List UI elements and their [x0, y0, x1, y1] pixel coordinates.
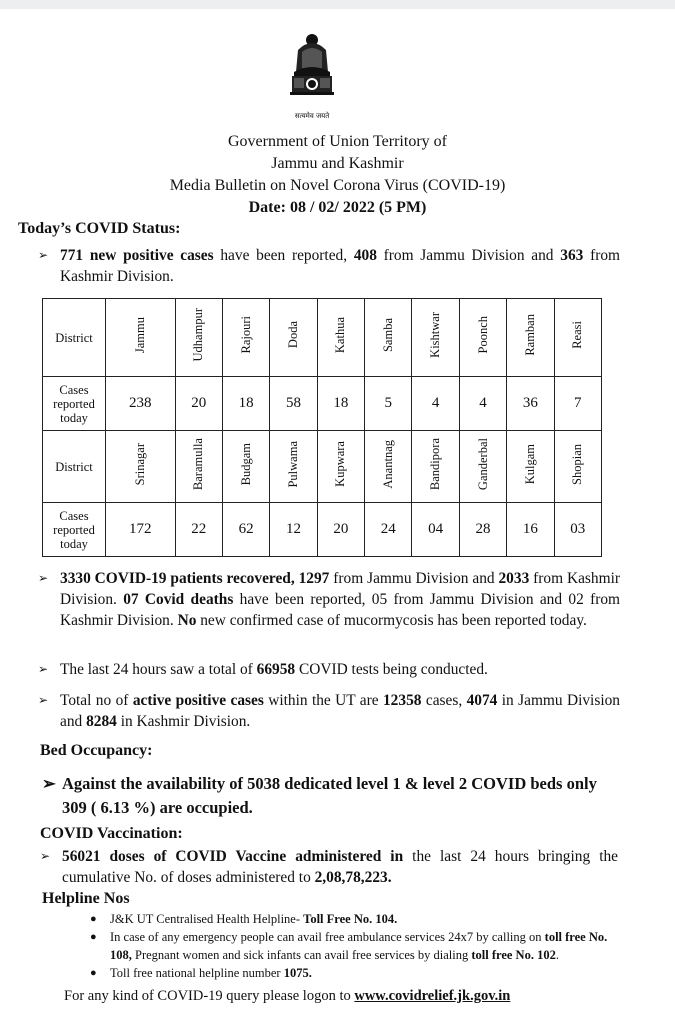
case-count: 03 — [554, 503, 601, 557]
arrow-bullet-icon: ➢ — [38, 662, 49, 676]
district-name: Kishtwar — [428, 312, 443, 358]
district-name: Shopian — [570, 443, 585, 485]
district-label: District — [43, 431, 106, 503]
case-count: 7 — [554, 377, 601, 431]
cases-label: Cases reported today — [43, 503, 106, 557]
district-name: Doda — [286, 321, 301, 349]
arrow-bullet-icon: ➢ — [38, 248, 49, 262]
header-date: Date: 08 / 02/ 2022 (5 PM) — [248, 199, 427, 216]
district-label: District — [43, 299, 106, 377]
case-count: 4 — [412, 377, 459, 431]
status-heading: Today’s COVID Status: — [18, 220, 181, 237]
list-item: ● In case of any emergency people can avail free ambulance services 24x7 by calling on toll free No. 108, Pregnant women and sick infants can avail free services by dialing toll free No. 102. — [90, 930, 608, 962]
header-government: Government of Union Territory of — [228, 133, 447, 150]
district-name: Kupwara — [333, 441, 348, 487]
case-count: 172 — [106, 503, 176, 557]
case-count: 28 — [459, 503, 506, 557]
tests-bullet: ➢ The last 24 hours saw a total of 66958 COVID tests being conducted. — [38, 661, 488, 678]
case-count: 12 — [270, 503, 317, 557]
district-name: Pulwama — [286, 440, 301, 488]
arrow-bullet-icon: ➢ — [42, 774, 56, 793]
case-count: 18 — [317, 377, 364, 431]
bullet-dot-icon: ● — [90, 913, 97, 925]
case-count: 36 — [507, 377, 554, 431]
national-emblem-icon — [284, 32, 340, 118]
helpline-heading: Helpline Nos — [42, 890, 130, 907]
case-count: 238 — [106, 377, 176, 431]
district-name: Baramulla — [191, 437, 206, 491]
district-name: Udhampur — [191, 308, 206, 362]
vaccination-heading: COVID Vaccination: — [40, 825, 183, 842]
new-cases-bullet: ➢ 771 new positive cases have been reported, 408 from Jammu Division and 363 from Kashmir Division. — [38, 247, 621, 285]
case-count: 20 — [317, 503, 364, 557]
covidrelief-link[interactable]: www.covidrelief.jk.gov.in — [354, 988, 511, 1004]
case-count: 22 — [175, 503, 222, 557]
vaccination-bullet: ➢ 56021 doses of COVID Vaccine administered in the last 24 hours bringing the cumulative No. of doses administered to 2,08,78,223. — [40, 848, 618, 886]
district-name: Anantnag — [380, 439, 395, 489]
table-row — [43, 503, 602, 557]
arrow-bullet-icon: ➢ — [38, 571, 49, 585]
top-band — [0, 0, 675, 9]
footer-text: For any kind of COVID-19 query please logon to — [64, 988, 355, 1004]
district-name: Budgam — [238, 442, 253, 486]
district-name: Kathua — [333, 316, 348, 354]
case-count: 62 — [222, 503, 269, 557]
district-name: Poonch — [475, 316, 490, 354]
district-name: Srinagar — [132, 442, 147, 486]
header-bulletin-title: Media Bulletin on Novel Corona Virus (COVID-19) — [169, 177, 506, 194]
case-count: 58 — [270, 377, 317, 431]
district-name: Ramban — [522, 314, 537, 356]
list-item: ● Toll free national helpline number 1075. — [90, 966, 312, 980]
emblem-motto: सत्यमेव जयते — [294, 112, 330, 120]
case-count: 16 — [507, 503, 554, 557]
case-count: 4 — [459, 377, 506, 431]
arrow-bullet-icon: ➢ — [40, 849, 51, 863]
bed-occupancy-bullet: ➢ Against the availability of 5038 dedicated level 1 & level 2 COVID beds only 309 ( 6.13 %) are occupied. — [42, 774, 597, 817]
district-name: Rajouri — [238, 316, 253, 354]
district-name: Ganderbal — [475, 437, 490, 491]
case-count: 20 — [175, 377, 222, 431]
cases-label: Cases reported today — [43, 377, 106, 431]
district-name: Kulgam — [522, 443, 537, 485]
table-row — [43, 299, 602, 377]
case-count: 04 — [412, 503, 459, 557]
district-name: Bandipora — [428, 437, 443, 491]
header-territory: Jammu and Kashmir — [271, 155, 404, 172]
district-cases-table — [42, 298, 602, 557]
district-name: Samba — [380, 317, 395, 353]
bullet-dot-icon: ● — [90, 967, 97, 979]
case-count: 5 — [365, 377, 412, 431]
bed-occupancy-heading: Bed Occupancy: — [40, 742, 153, 759]
bullet-dot-icon: ● — [90, 931, 97, 943]
district-name: Jammu — [132, 316, 147, 354]
footer — [64, 988, 510, 1005]
active-cases-bullet: ➢ Total no of active positive cases within the UT are 12358 cases, 4074 in Jammu Division and 8284 in Kashmir Division. — [38, 692, 620, 730]
table-row — [43, 377, 602, 431]
district-name: Reasi — [570, 321, 585, 349]
case-count: 18 — [222, 377, 269, 431]
list-item: ● J&K UT Centralised Health Helpline- Toll Free No. 104. — [90, 912, 398, 926]
case-count: 24 — [365, 503, 412, 557]
arrow-bullet-icon: ➢ — [38, 693, 49, 707]
table-row — [43, 431, 602, 503]
recovered-bullet: ➢ 3330 COVID-19 patients recovered, 1297 from Jammu Division and 2033 from Kashmir Division. 07 Covid deaths have been reported, 05 from Jammu Division and 02 from Kashmir Division. No new confirmed case of mucormycosis has been reported today. — [38, 570, 620, 629]
helpline-list — [90, 910, 620, 982]
